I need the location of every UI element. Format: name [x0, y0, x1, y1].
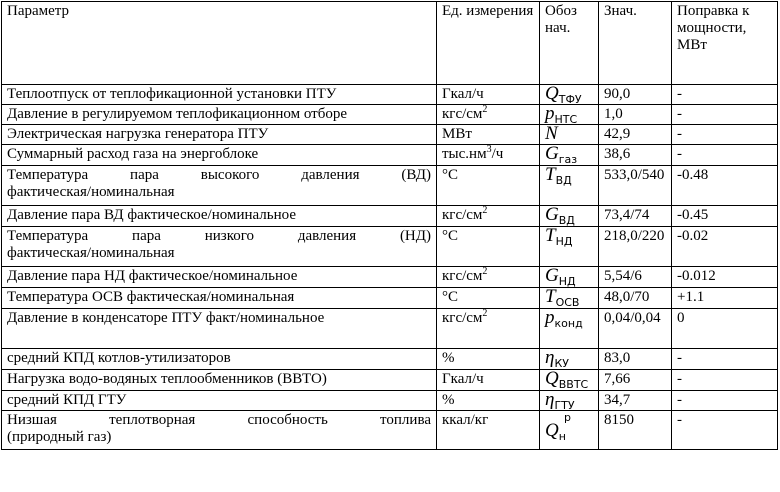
- unit-cell: °С: [437, 166, 540, 206]
- correction-cell: -: [672, 391, 778, 411]
- value-cell: 218,0/220: [599, 227, 672, 267]
- symbol-subscript: газ: [558, 153, 578, 166]
- value-cell: 42,9: [599, 125, 672, 145]
- symbol-cell: [540, 166, 599, 206]
- parameter-cell: Суммарный расход газа на энергоблоке: [2, 145, 437, 166]
- table-row: [2, 309, 778, 349]
- symbol-subscript: конд: [554, 317, 583, 330]
- unit-cell: °С: [437, 227, 540, 267]
- table-row: [2, 267, 778, 288]
- table-header-row: [2, 2, 778, 85]
- correction-cell: -: [672, 411, 778, 450]
- parameter-text-cont: (природный газ): [7, 429, 112, 445]
- symbol-subscript: н: [558, 430, 566, 443]
- correction-cell: -0.48: [672, 166, 778, 206]
- unit-cell: МВт: [437, 125, 540, 145]
- symbol: $p_{конд}$: [545, 308, 583, 330]
- symbol-cell: [540, 267, 599, 288]
- symbol-subscript: ГТУ: [554, 399, 575, 411]
- symbol-subscript: НД: [558, 275, 576, 288]
- symbol-subscript: НТС: [554, 113, 578, 125]
- unit-exponent: 2: [482, 104, 488, 115]
- table-row: [2, 206, 778, 227]
- table-row: [2, 370, 778, 391]
- parameter-text-cont: фактическая/номинальная: [7, 184, 175, 200]
- parameter-cell: Давление пара ВД фактическое/номинальное: [2, 206, 437, 227]
- table-row: [2, 411, 778, 450]
- correction-cell: -: [672, 85, 778, 105]
- symbol: $Q_{ТФУ}$: [545, 84, 582, 105]
- parameter-cell: Температура ОСВ фактическая/номинальная: [2, 288, 437, 309]
- symbol: $G_{газ}$: [545, 144, 578, 166]
- symbol-cell: [540, 227, 599, 267]
- correction-cell: -: [672, 105, 778, 125]
- symbol: $\eta_{КУ}$: [545, 348, 569, 370]
- symbol: $G_{ВД}$: [545, 205, 575, 227]
- table-row: [2, 349, 778, 370]
- symbol-cell: [540, 145, 599, 166]
- symbol: р $Q_н$: [545, 412, 593, 441]
- table-row: [2, 105, 778, 125]
- table-row: [2, 85, 778, 105]
- parameter-text: Температура пара высокого давления (ВД): [7, 167, 431, 183]
- correction-cell: -: [672, 145, 778, 166]
- parameter-cell: [2, 411, 437, 450]
- symbol-subscript: ВД: [558, 214, 575, 227]
- table-row: [2, 391, 778, 411]
- table-row: [2, 227, 778, 267]
- table-row: [2, 145, 778, 166]
- symbol-cell: [540, 288, 599, 309]
- parameter-cell: Давление в конденсаторе ПТУ факт/номинальное: [2, 309, 437, 349]
- correction-cell: +1.1: [672, 288, 778, 309]
- parameter-text-cont: фактическая/номинальная: [7, 245, 175, 261]
- header-symbol: Обоз нач.: [540, 2, 599, 85]
- symbol-cell: [540, 85, 599, 105]
- symbol-subscript: ТФУ: [558, 93, 582, 105]
- value-cell: 90,0: [599, 85, 672, 105]
- unit-cell: $тыс.нм^3/ч$: [437, 145, 540, 166]
- correction-cell: -: [672, 125, 778, 145]
- unit-cell: кгс/$см^2$: [437, 105, 540, 125]
- value-cell: 73,4/74: [599, 206, 672, 227]
- symbol-subscript: НД: [555, 235, 573, 248]
- table-row: [2, 288, 778, 309]
- correction-cell: -0.012: [672, 267, 778, 288]
- symbol-subscript: ВВТС: [558, 378, 589, 391]
- symbol-subscript: КУ: [554, 357, 569, 370]
- unit-cell: Гкал/ч: [437, 370, 540, 391]
- parameter-cell: [2, 227, 437, 267]
- unit-cell: Гкал/ч: [437, 85, 540, 105]
- symbol: $Q_{ВВТС}$: [545, 369, 589, 391]
- parameter-cell: средний КПД ГТУ: [2, 391, 437, 411]
- unit-cell: %: [437, 391, 540, 411]
- table-row: [2, 166, 778, 206]
- value-cell: 38,6: [599, 145, 672, 166]
- symbol-cell: [540, 125, 599, 145]
- value-cell: 1,0: [599, 105, 672, 125]
- symbol: $T_{ОСВ}$: [545, 287, 580, 309]
- symbol-cell: [540, 391, 599, 411]
- symbol: $p_{НТС}$: [545, 104, 578, 125]
- unit-cell: °С: [437, 288, 540, 309]
- header-parameter: Параметр: [2, 2, 437, 85]
- table-row: [2, 125, 778, 145]
- symbol-subscript: ВД: [555, 174, 572, 187]
- parameter-cell: Теплоотпуск от теплофикационной установки ПТУ: [2, 85, 437, 105]
- parameter-text: Температура пара низкого давления (НД): [7, 228, 431, 244]
- value-cell: 8150: [599, 411, 672, 450]
- correction-cell: -: [672, 370, 778, 391]
- correction-cell: -0.45: [672, 206, 778, 227]
- value-cell: 34,7: [599, 391, 672, 411]
- value-cell: 533,0/540: [599, 166, 672, 206]
- symbol-cell: [540, 349, 599, 370]
- header-value: Знач.: [599, 2, 672, 85]
- value-cell: 5,54/6: [599, 267, 672, 288]
- correction-cell: 0: [672, 309, 778, 349]
- parameter-cell: Давление пара НД фактическое/номинальное: [2, 267, 437, 288]
- unit-cell: кгс/$см^2$: [437, 309, 540, 349]
- parameter-text: Низшая теплотворная способность топлива: [7, 412, 431, 428]
- value-cell: 0,04/0,04: [599, 309, 672, 349]
- unit-cell: кгс/$см^2$: [437, 206, 540, 227]
- value-cell: 7,66: [599, 370, 672, 391]
- unit-cell: кгс/$см^2$: [437, 267, 540, 288]
- unit-cell: ккал/кг: [437, 411, 540, 450]
- unit-exponent: 2: [482, 266, 488, 277]
- correction-cell: -0.02: [672, 227, 778, 267]
- parameter-cell: Давление в регулируемом теплофикационном отборе: [2, 105, 437, 125]
- symbol: $\eta_{ГТУ}$: [545, 390, 575, 411]
- symbol: $T_{ВД}$: [545, 165, 572, 187]
- unit-exponent: 2: [482, 205, 488, 216]
- header-correction: Поправка к мощности, МВт: [672, 2, 778, 85]
- parameter-cell: [2, 166, 437, 206]
- value-cell: 48,0/70: [599, 288, 672, 309]
- symbol: N: [545, 124, 558, 144]
- symbol-cell: [540, 309, 599, 349]
- symbol: $T_{НД}$: [545, 226, 573, 248]
- symbol-subscript: ОСВ: [555, 296, 580, 309]
- correction-cell: -: [672, 349, 778, 370]
- value-cell: 83,0: [599, 349, 672, 370]
- table-body: [2, 85, 778, 450]
- symbol: $G_{НД}$: [545, 266, 576, 288]
- symbol-cell: [540, 206, 599, 227]
- header-unit: Ед. измерения: [437, 2, 540, 85]
- unit-exponent: 3: [486, 144, 492, 155]
- parameters-table: [1, 1, 778, 450]
- parameter-cell: Нагрузка водо-водяных теплообменников (ВВТО): [2, 370, 437, 391]
- symbol-cell: [540, 370, 599, 391]
- unit-exponent: 2: [482, 308, 488, 319]
- symbol-cell: [540, 105, 599, 125]
- parameter-cell: средний КПД котлов-утилизаторов: [2, 349, 437, 370]
- parameter-cell: Электрическая нагрузка генератора ПТУ: [2, 125, 437, 145]
- symbol-superscript: р: [564, 411, 571, 424]
- unit-cell: %: [437, 349, 540, 370]
- symbol-cell: [540, 411, 599, 450]
